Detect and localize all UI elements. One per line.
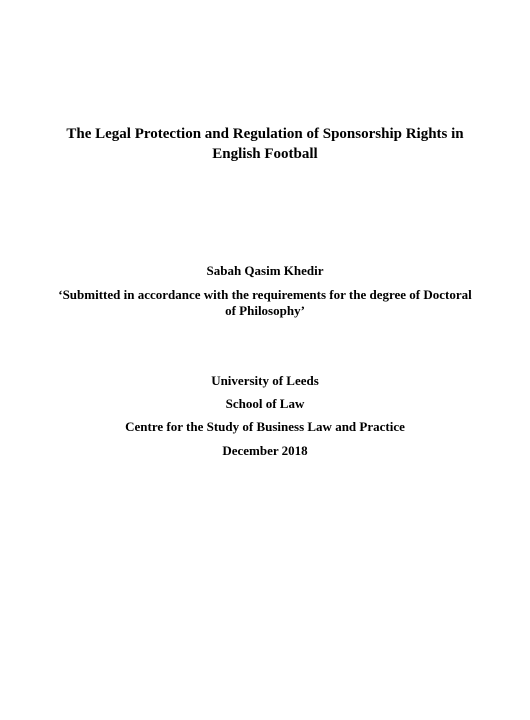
school-name: School of Law <box>225 396 305 411</box>
university-name: University of Leeds <box>211 373 319 388</box>
author-name: Sabah Qasim Khedir <box>206 263 324 278</box>
submission-statement-line-1: ‘Submitted in accordance with the requirements for the degree of Doctoral <box>58 287 472 302</box>
thesis-title-line-2: English Football <box>212 146 318 162</box>
submission-statement-line-2: of Philosophy’ <box>225 303 305 318</box>
thesis-title-line-1: The Legal Protection and Regulation of Sponsorship Rights in <box>66 126 464 142</box>
centre-name: Centre for the Study of Business Law and Practice <box>125 419 405 434</box>
submission-date: December 2018 <box>222 443 308 458</box>
